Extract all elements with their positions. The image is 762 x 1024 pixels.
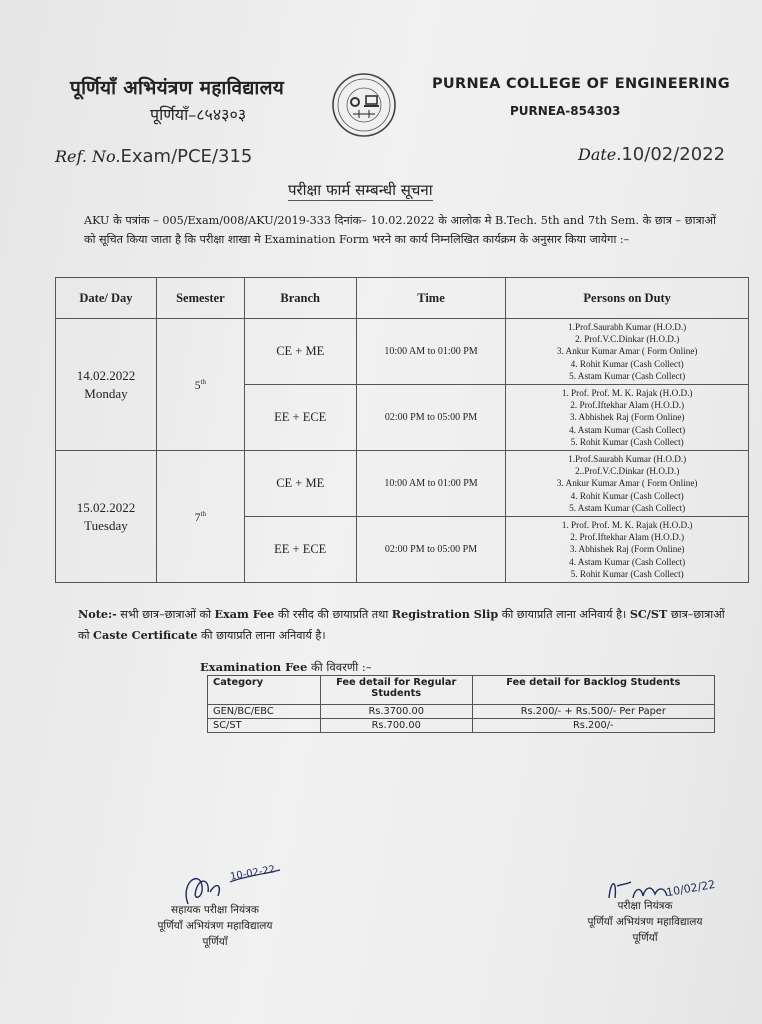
ref-value: Exam/PCE/315 [120,146,253,167]
notice-subject: परीक्षा फार्म सम्बन्धी सूचना [288,181,433,199]
col-header-persons: Persons on Duty [506,278,749,319]
branch-cell: EE + ECE [244,385,356,451]
fee-row: SC/ST Rs.700.00 Rs.200/- [208,719,715,733]
branch-cell: EE + ECE [244,517,356,583]
duty-schedule-table [55,277,749,583]
fee-heading: Examination Fee की विवरणी :– [200,660,372,674]
fee-header-row [208,676,715,705]
signature-right-date: 10/02/22 [665,877,717,900]
persons-cell: 1. Prof. Prof. M. K. Rajak (H.O.D.) 2. Prof.Iftekhar Alam (H.O.D.) 3. Abhishek Raj (Form Online) 4. Astam Kumar (Cash Collect) 5. Rohit Kumar (Cash Collect) [506,517,749,583]
date-label: Date. [578,145,622,164]
persons-cell: 1.Prof.Saurabh Kumar (H.O.D.) 2..Prof.V.C.Dinkar (H.O.D.) 3. Ankur Kumar Amar ( Form Online) 4. Rohit Kumar (Cash Collect) 5. Astam Kumar (Cash Collect) [506,451,749,517]
signature-right-block: परीक्षा नियंत्रक पूर्णियाँ अभियंत्रण महाविद्यालय पूर्णियाँ [587,900,703,944]
reference-number [55,146,252,167]
time-cell: 10:00 AM to 01:00 PM [356,451,506,517]
college-city-hindi: पूर्णियाँ–८५४३०३ [150,105,247,124]
branch-cell: CE + ME [244,319,356,385]
college-city-english: PURNEA-854303 [510,104,621,118]
branch-cell: CE + ME [244,451,356,517]
note-paragraph: Note:- सभी छात्र–छात्राओं को Exam Fee की रसीद की छायाप्रति तथा Registration Slip की छायाप्रति लाना अनिवार्य है। SC/ST छात्र–छात्राओं को Caste Certificate की छायाप्रति लाना अनिवार्य है। [78,607,725,642]
date-day-cell: 15.02.2022 Tuesday [56,451,157,583]
time-cell: 02:00 PM to 05:00 PM [356,517,506,583]
table-row [56,319,749,385]
fee-table [207,675,715,733]
fee-col-regular: Fee detail for Regular Students [320,676,472,705]
persons-cell: 1.Prof.Saurabh Kumar (H.O.D.) 2. Prof.V.C.Dinkar (H.O.D.) 3. Ankur Kumar Amar ( Form Online) 4. Rohit Kumar (Cash Collect) 5. Astam Kumar (Cash Collect) [506,319,749,385]
college-name-english: PURNEA COLLEGE OF ENGINEERING [432,76,730,92]
fee-col-category: Category [208,676,321,705]
col-header-date: Date/ Day [56,278,157,319]
signature-left-date: 10-02-22 [229,864,277,883]
semester-cell: 5th [156,319,244,451]
date-day-cell: 14.02.2022 Monday [56,319,157,451]
time-cell: 10:00 AM to 01:00 PM [356,319,506,385]
col-header-time: Time [356,278,506,319]
time-cell: 02:00 PM to 05:00 PM [356,385,506,451]
table-row [56,451,749,517]
col-header-branch: Branch [244,278,356,319]
fee-col-backlog: Fee detail for Backlog Students [472,676,714,705]
ref-label: Ref. No. [55,147,121,166]
table-header-row [56,278,749,319]
signature-left-block: सहायक परीक्षा नियंत्रक पूर्णियाँ अभियंत्रण महाविद्यालय पूर्णियाँ [157,904,273,948]
college-seal-icon [331,72,397,138]
college-name-hindi: पूर्णियाँ अभियंत्रण महाविद्यालय [70,77,285,99]
persons-cell: 1. Prof. Prof. M. K. Rajak (H.O.D.) 2. Prof.Iftekhar Alam (H.O.D.) 3. Abhishek Raj (Form Online) 4. Astam Kumar (Cash Collect) 5. Rohit Kumar (Cash Collect) [506,385,749,451]
intro-paragraph: AKU के पत्रांक – 005/Exam/008/AKU/2019-333 दिनांक– 10.02.2022 के आलोक मे B.Tech. 5th and 7th Sem. के छात्र – छात्राओं को सूचित किया जाता है कि परीक्षा शाखा मे Examination Form भरने का कार्य निम्नलिखित कार्यक्रम के अनुसार किया जायेगा :– [84,214,716,246]
semester-cell: 7th [156,451,244,583]
col-header-semester: Semester [156,278,244,319]
date-value: 10/02/2022 [621,144,726,165]
notice-date [578,144,725,165]
fee-row: GEN/BC/EBC Rs.3700.00 Rs.200/- + Rs.500/- Per Paper [208,705,715,719]
